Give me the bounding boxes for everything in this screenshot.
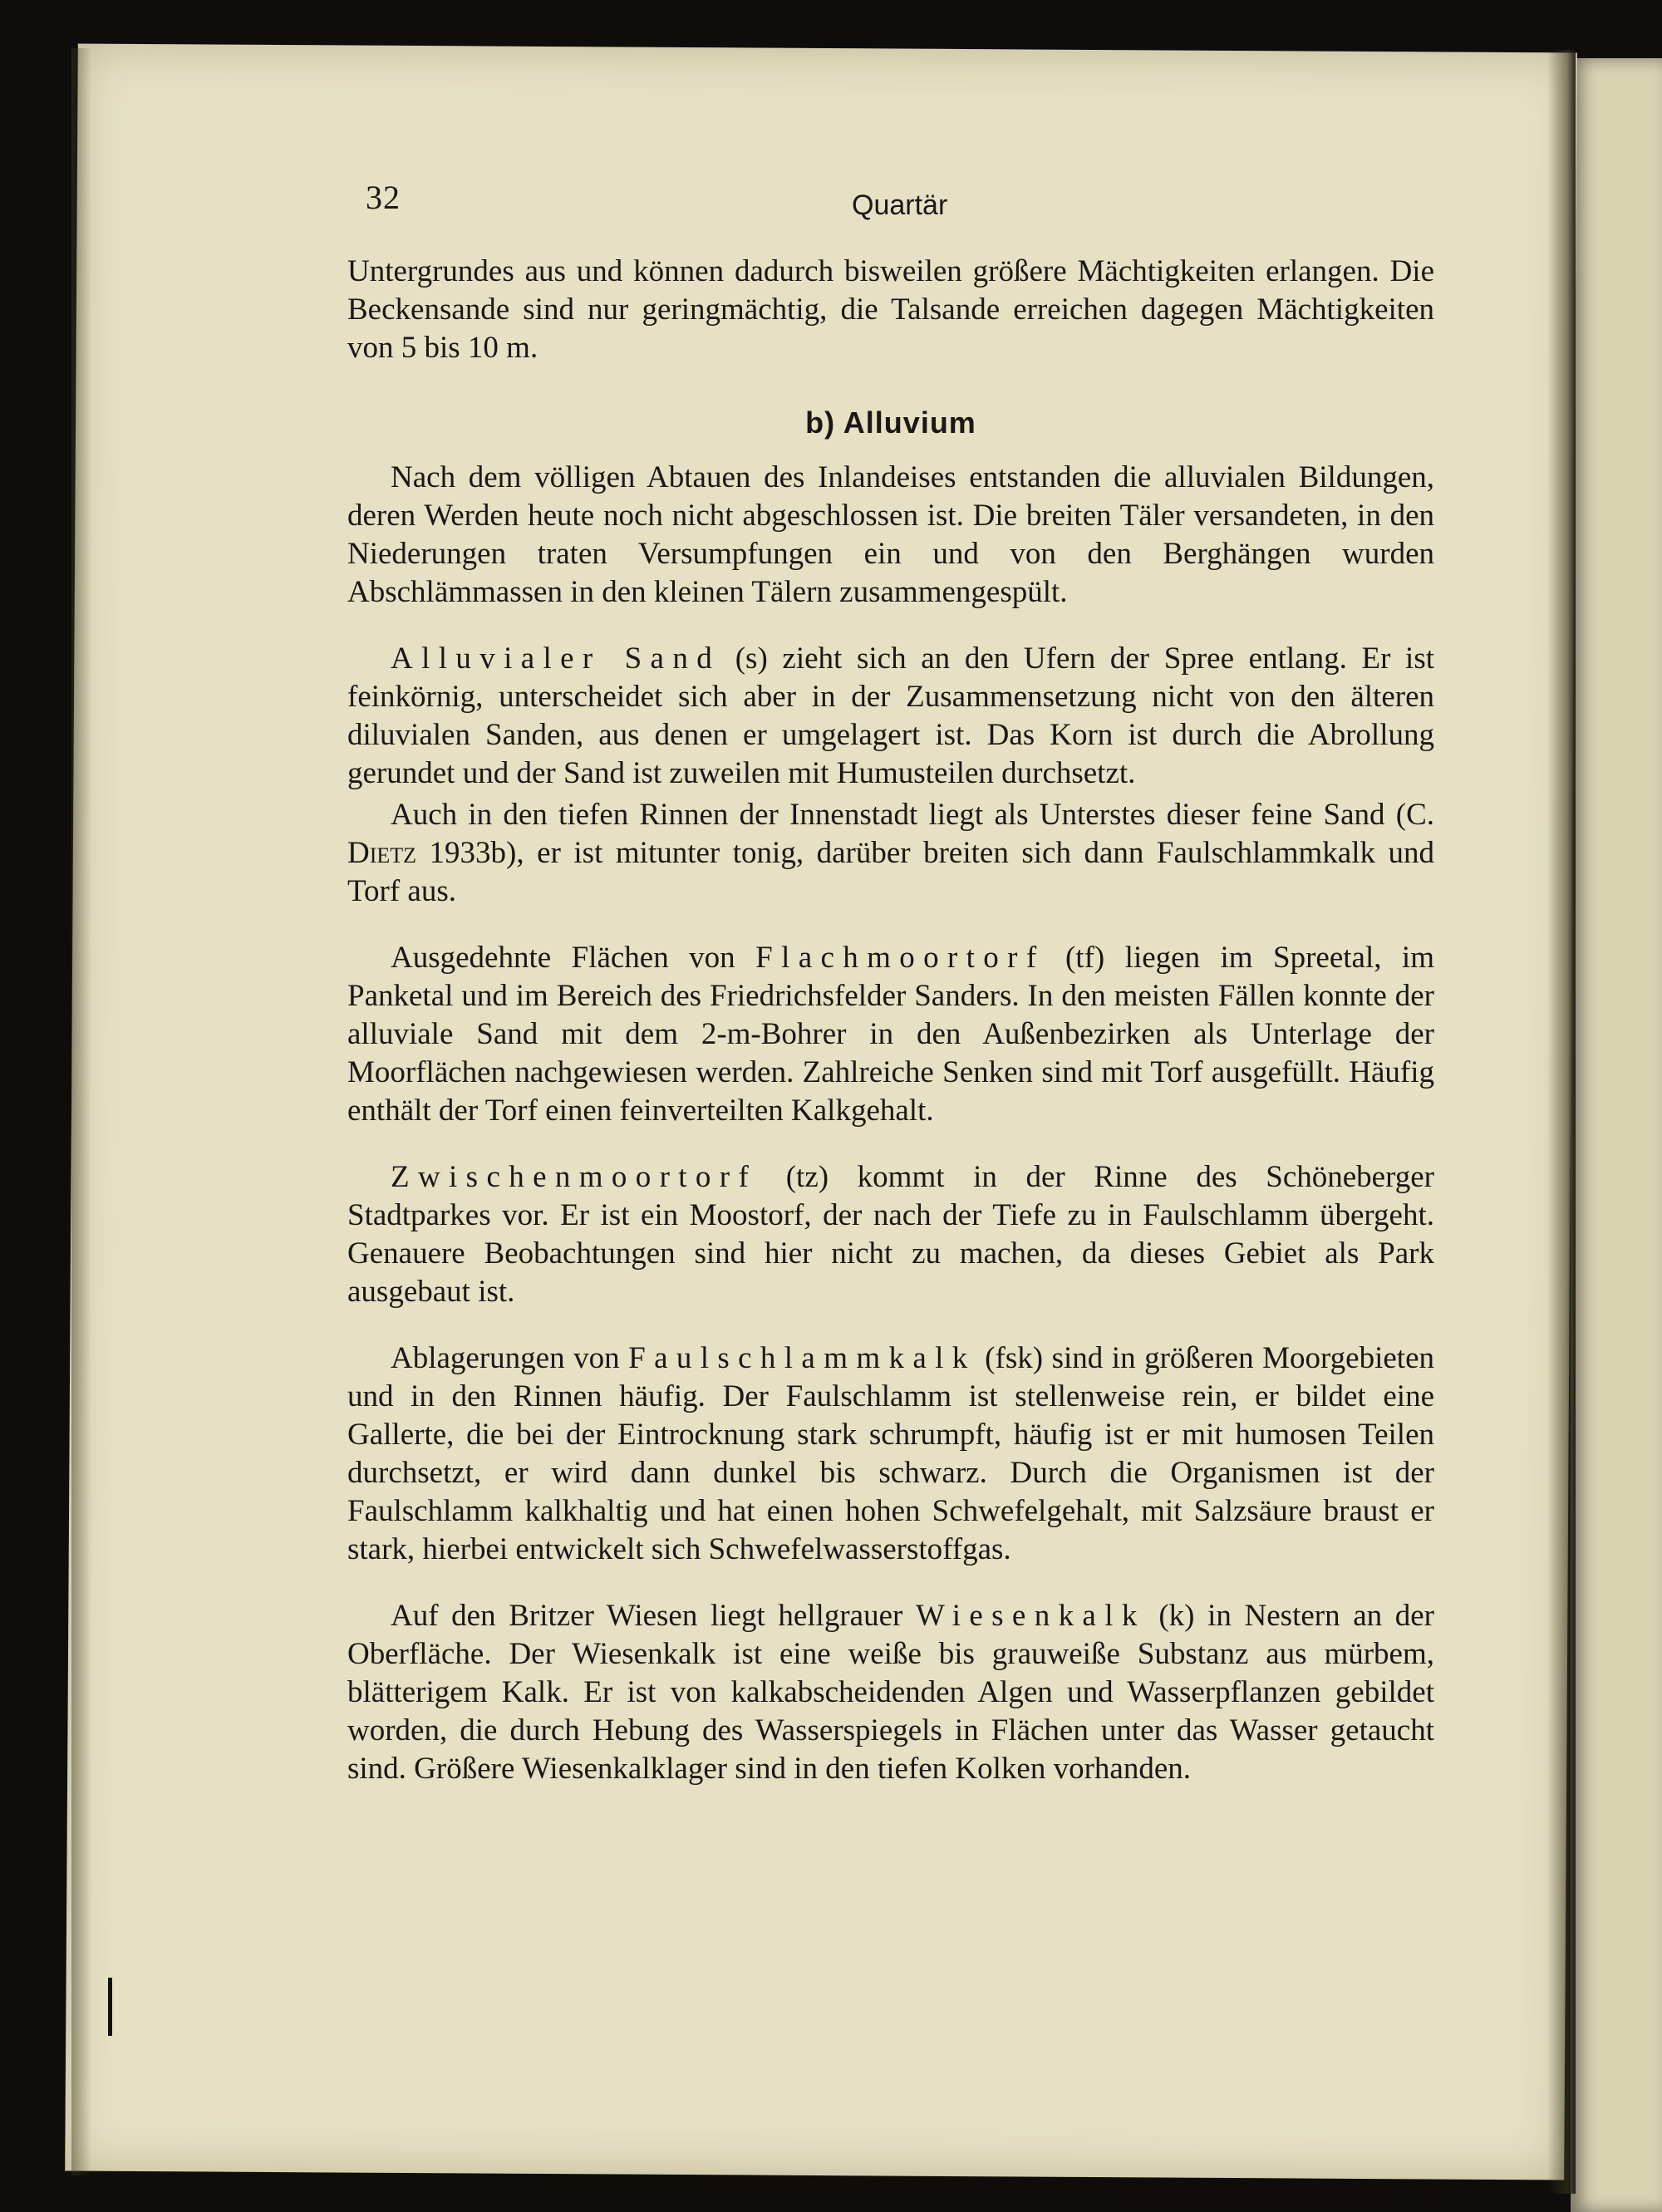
- paragraph-text: (tf) liegen im Spreetal, im Panketal und im Bereich des Friedrichsfelder Sanders. In den meisten Fällen konnte der alluviale Sand mit dem 2-m-Bohrer in den Außenbezirken als Unterlage der Moorflächen nachgewiesen werden. Zahlreiche Senken sind mit Torf ausgefüllt. Häufig enthält der Torf einen feinverteilten Kalkgehalt.: [347, 941, 1434, 1128]
- paragraph-alluvium-intro: Nach dem völligen Abtauen des Inlandeises entstanden die alluvialen Bildungen, deren Werden heute noch nicht abgeschlossen ist. Die breiten Täler versandeten, in den Niederungen traten Versumpfungen ein und von den Berghängen wurden Abschlämmassen in den kleinen Tälern zusammengespült.: [347, 460, 1434, 609]
- margin-mark: [108, 1978, 112, 2036]
- paragraph-faulschlammkalk: [347, 1339, 1434, 1569]
- section-heading: b) Alluvium: [805, 406, 976, 440]
- paragraph-zwischenmoortorf: [347, 1158, 1434, 1311]
- paragraph-flachmoortorf: [347, 939, 1434, 1130]
- paragraph-text: (fsk) sind in größeren Moorgebieten und in den Rinnen häufig. Der Faulschlamm ist stellenweise rein, er bildet eine Gallerte, die bei der Eintrocknung stark schrumpft, häufig ist er mit humosen Teilen durchsetzt, er wird dann dunkel bis schwarz. Durch die Organismen ist der Faulschlamm kalkhaltig und hat einen hohen Schwefelgehalt, mit Salzsäure braust er stark, hierbei entwickelt sich Schwefelwasserstoffgas.: [347, 1341, 1435, 1566]
- paragraph-text: (k) in Nestern an der Oberfläche. Der Wiesenkalk ist eine weiße bis grauweiße Substanz aus mürbem, blätterigem Kalk. Er ist von kalkabscheidenden Algen und Wasserpflanzen gebildet worden, die durch Hebung des Wasserspiegels in Flächen unter das Wasser getaucht sind. Größere Wiesenkalklager sind in den tiefen Kolken vorhanden.: [347, 1599, 1434, 1786]
- term-wiesenkalk: Wiesenkalk: [915, 1599, 1146, 1633]
- paragraph-text: (tz) kommt in der Rinne des Schöneberger Stadtparkes vor. Er ist ein Moostorf, der nach der Tiefe zu in Faulschlamm übergeht. Genauere Beobachtungen sind hier nicht zu machen, da dieses Gebiet als Park ausgebaut ist.: [347, 1160, 1434, 1309]
- author-name: Dietz: [347, 836, 417, 870]
- paragraph-text: Auf den Britzer Wiesen liegt hellgrauer: [391, 1599, 916, 1633]
- page-body: [347, 253, 1434, 1788]
- running-title: Quartär: [852, 189, 948, 221]
- paragraph-text: 1933b), er ist mitunter tonig, darüber breiten sich dann Faulschlammkalk und Torf aus.: [347, 836, 1434, 908]
- paragraph-innenstadt: [347, 796, 1434, 911]
- binding-gutter: [1547, 50, 1576, 2194]
- paragraph-continued: Untergrundes aus und können dadurch bisweilen größere Mächtigkeiten erlangen. Die Beckensande sind nur geringmächtig, die Talsande erreichen dagegen Mächtigkeiten von 5 bis 10 m.: [347, 254, 1434, 365]
- term-alluvialer-sand: Alluvialer Sand: [391, 641, 721, 676]
- paragraph-text: Ablagerungen von: [391, 1341, 629, 1375]
- term-flachmoortorf: Flachmoortorf: [755, 941, 1045, 975]
- term-zwischenmoortorf: Zwischenmoortorf: [391, 1160, 758, 1194]
- page-left-shadow: [71, 48, 91, 2175]
- paragraph-text: Auch in den tiefen Rinnen der Innenstadt liegt als Unterstes dieser feine Sand (C.: [391, 798, 1434, 832]
- page-number: 32: [366, 179, 401, 216]
- term-faulschlammkalk: Faulschlammkalk: [628, 1341, 976, 1375]
- paragraph-text: (s) zieht sich an den Ufern der Spree entlang. Er ist feinkörnig, unterscheidet sich aber in der Zusammensetzung nicht von den älteren diluvialen Sanden, aus denen er umgelagert ist. Das Korn ist durch die Abrollung gerundet und der Sand ist zuweilen mit Humusteilen durchsetzt.: [347, 641, 1435, 790]
- facing-page-edge: [1571, 58, 1662, 2212]
- paragraph-wiesenkalk: [347, 1597, 1434, 1788]
- paragraph-alluvialer-sand: [347, 640, 1434, 793]
- paragraph-text: Ausgedehnte Flächen von: [391, 941, 756, 975]
